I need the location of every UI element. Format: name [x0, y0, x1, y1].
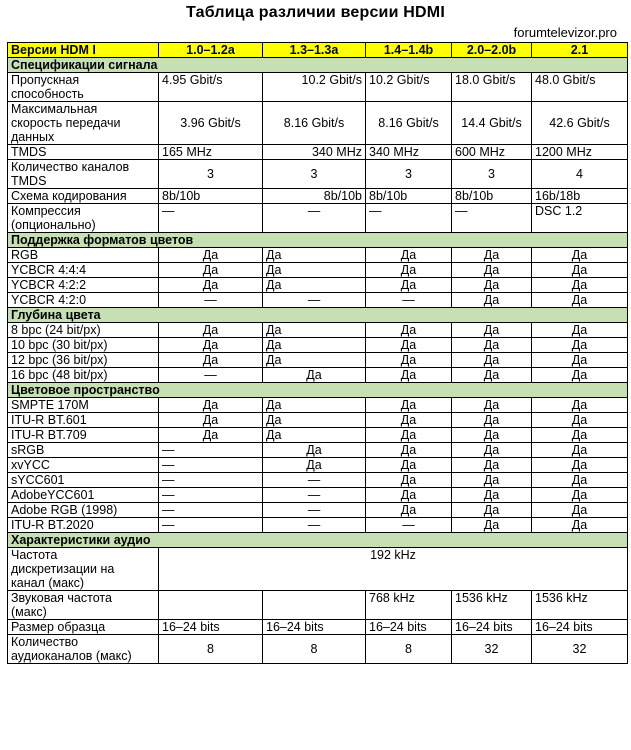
table-row	[8, 591, 628, 620]
value-cell: Да	[366, 458, 452, 473]
value-cell	[263, 591, 366, 620]
row-label	[8, 248, 159, 263]
value-cell: 1536 kHz	[452, 591, 532, 620]
row-label-line: дискретизации на	[11, 562, 115, 576]
value-cell: 32	[452, 635, 532, 664]
merged-value-cell: 192 kHz	[159, 548, 628, 591]
table-header-row	[8, 43, 628, 58]
value-cell: Да	[263, 458, 366, 473]
value-cell: Да	[452, 458, 532, 473]
value-cell: Да	[532, 473, 628, 488]
row-label	[8, 398, 159, 413]
value-cell: Да	[366, 443, 452, 458]
row-label-line: 12 bpc (36 bit/px)	[11, 353, 108, 367]
value-cell: Да	[532, 248, 628, 263]
value-cell: —	[159, 458, 263, 473]
value-cell: Да	[452, 518, 532, 533]
row-label-line: Звуковая частота	[11, 591, 112, 605]
value-cell: —	[263, 518, 366, 533]
row-label	[8, 323, 159, 338]
value-cell: Да	[532, 518, 628, 533]
value-cell: 48.0 Gbit/s	[532, 73, 628, 102]
value-cell: Да	[452, 488, 532, 503]
row-label	[8, 473, 159, 488]
version-header-cell: 2.1	[532, 43, 628, 58]
value-cell: —	[159, 488, 263, 503]
value-cell: —	[263, 503, 366, 518]
value-cell: Да	[532, 443, 628, 458]
row-label	[8, 189, 159, 204]
value-cell: Да	[159, 353, 263, 368]
section-heading: Глубина цвета	[8, 308, 628, 323]
value-cell: Да	[452, 503, 532, 518]
value-cell: 32	[532, 635, 628, 664]
table-row	[8, 548, 628, 591]
value-cell: Да	[366, 368, 452, 383]
value-cell: —	[159, 293, 263, 308]
row-label	[8, 338, 159, 353]
value-cell: 8.16 Gbit/s	[366, 102, 452, 145]
section-row	[8, 383, 628, 398]
value-cell: Да	[366, 428, 452, 443]
value-cell: —	[366, 204, 452, 233]
value-cell: —	[159, 473, 263, 488]
table-row	[8, 204, 628, 233]
value-cell: Да	[452, 278, 532, 293]
value-cell: Да	[532, 263, 628, 278]
value-cell: Да	[263, 338, 366, 353]
table-row	[8, 278, 628, 293]
value-cell: Да	[263, 278, 366, 293]
value-cell: Да	[263, 263, 366, 278]
table-row	[8, 189, 628, 204]
value-cell: 16–24 bits	[263, 620, 366, 635]
value-cell: 16–24 bits	[159, 620, 263, 635]
section-heading: Характеристики аудио	[8, 533, 628, 548]
value-cell: —	[366, 293, 452, 308]
table-row	[8, 102, 628, 145]
value-cell: Да	[452, 368, 532, 383]
row-label-line: RGB	[11, 248, 39, 262]
page-title: Таблица различии версии HDMI	[186, 4, 445, 21]
section-row	[8, 233, 628, 248]
value-cell: Да	[366, 263, 452, 278]
value-cell: Да	[366, 338, 452, 353]
row-label-line: sYCC601	[11, 473, 65, 487]
value-cell: Да	[532, 353, 628, 368]
row-label	[8, 458, 159, 473]
value-cell: 10.2 Gbit/s	[366, 73, 452, 102]
row-label-line: Компрессия	[11, 204, 81, 218]
row-label-line: AdobeYCC601	[11, 488, 95, 502]
row-label	[8, 591, 159, 620]
value-cell: 3.96 Gbit/s	[159, 102, 263, 145]
value-cell: DSC 1.2	[532, 204, 628, 233]
value-cell: Да	[366, 413, 452, 428]
table-row	[8, 473, 628, 488]
table-row	[8, 635, 628, 664]
row-label	[8, 102, 159, 145]
table-row	[8, 443, 628, 458]
table-row	[8, 248, 628, 263]
value-cell: Да	[263, 353, 366, 368]
value-cell: Да	[452, 473, 532, 488]
table-row	[8, 323, 628, 338]
value-cell: 8b/10b	[452, 189, 532, 204]
value-cell: Да	[452, 353, 532, 368]
version-header-cell: 1.3–1.3a	[263, 43, 366, 58]
value-cell: 8	[263, 635, 366, 664]
value-cell: Да	[532, 413, 628, 428]
section-row	[8, 308, 628, 323]
value-cell: Да	[263, 248, 366, 263]
value-cell: Да	[452, 248, 532, 263]
table-row	[8, 338, 628, 353]
row-label	[8, 413, 159, 428]
site-watermark: forumtelevizor.pro	[513, 25, 617, 40]
value-cell: Да	[159, 263, 263, 278]
value-cell: Да	[366, 278, 452, 293]
value-cell: Да	[263, 443, 366, 458]
table-row	[8, 73, 628, 102]
row-label	[8, 503, 159, 518]
value-cell: 16–24 bits	[452, 620, 532, 635]
row-label	[8, 548, 159, 591]
table-row	[8, 413, 628, 428]
value-cell: 768 kHz	[366, 591, 452, 620]
value-cell: Да	[159, 338, 263, 353]
version-header-cell: 1.0–1.2a	[159, 43, 263, 58]
section-row	[8, 58, 628, 73]
value-cell: Да	[159, 413, 263, 428]
table-row	[8, 458, 628, 473]
value-cell: —	[263, 473, 366, 488]
value-cell: Да	[366, 503, 452, 518]
row-label-line: TMDS	[11, 174, 47, 188]
value-cell: Да	[452, 323, 532, 338]
row-label	[8, 518, 159, 533]
value-cell: —	[159, 204, 263, 233]
value-cell: Да	[532, 293, 628, 308]
row-label-line: ITU-R BT.601	[11, 413, 87, 427]
section-heading: Спецификации сигнала	[8, 58, 628, 73]
value-cell: 42.6 Gbit/s	[532, 102, 628, 145]
value-cell: 8b/10b	[366, 189, 452, 204]
value-cell: 8	[159, 635, 263, 664]
value-cell: 340 MHz	[366, 145, 452, 160]
value-cell: Да	[159, 323, 263, 338]
version-header-cell: 1.4–1.4b	[366, 43, 452, 58]
row-label	[8, 204, 159, 233]
value-cell: 3	[263, 160, 366, 189]
value-cell: Да	[366, 473, 452, 488]
value-cell: Да	[532, 398, 628, 413]
table-row	[8, 160, 628, 189]
row-label	[8, 428, 159, 443]
row-label	[8, 278, 159, 293]
row-label-line: YCBCR 4:4:4	[11, 263, 87, 277]
value-cell: Да	[366, 398, 452, 413]
header-label-cell: Версии HDM I	[8, 43, 159, 58]
row-label-line: ITU-R BT.709	[11, 428, 87, 442]
value-cell: —	[263, 204, 366, 233]
value-cell: 3	[159, 160, 263, 189]
version-header-cell: 2.0–2.0b	[452, 43, 532, 58]
row-label-line: (макс)	[11, 605, 47, 619]
table-row	[8, 353, 628, 368]
row-label-line: YCBCR 4:2:2	[11, 278, 87, 292]
table-row	[8, 488, 628, 503]
value-cell: —	[159, 503, 263, 518]
row-label-line: Максимальная	[11, 102, 98, 116]
value-cell: —	[159, 368, 263, 383]
value-cell: —	[159, 518, 263, 533]
table-row	[8, 263, 628, 278]
table-row	[8, 398, 628, 413]
row-label-line: Размер образца	[11, 620, 106, 634]
value-cell: 1536 kHz	[532, 591, 628, 620]
value-cell: Да	[532, 428, 628, 443]
value-cell: Да	[532, 368, 628, 383]
row-label-line: sRGB	[11, 443, 45, 457]
value-cell: 4	[532, 160, 628, 189]
row-label-line: канал (макс)	[11, 576, 85, 590]
row-label	[8, 293, 159, 308]
row-label-line: 16 bpc (48 bit/px)	[11, 368, 108, 382]
value-cell: —	[159, 443, 263, 458]
value-cell: Да	[263, 413, 366, 428]
value-cell: Да	[532, 338, 628, 353]
value-cell: 4.95 Gbit/s	[159, 73, 263, 102]
row-label-line: Количество каналов	[11, 160, 130, 174]
value-cell: Да	[159, 248, 263, 263]
table-row	[8, 620, 628, 635]
value-cell: 3	[366, 160, 452, 189]
value-cell: —	[263, 293, 366, 308]
value-cell: Да	[159, 398, 263, 413]
value-cell: Да	[452, 398, 532, 413]
row-label-line: Пропускная	[11, 73, 80, 87]
row-label-line: Adobe RGB (1998)	[11, 503, 118, 517]
section-heading: Поддержка форматов цветов	[8, 233, 628, 248]
row-label-line: (опционально)	[11, 218, 96, 232]
value-cell: Да	[263, 368, 366, 383]
value-cell: Да	[366, 323, 452, 338]
value-cell: 16–24 bits	[366, 620, 452, 635]
row-label	[8, 368, 159, 383]
row-label-line: скорость передачи	[11, 116, 121, 130]
value-cell: 18.0 Gbit/s	[452, 73, 532, 102]
table-row	[8, 293, 628, 308]
row-label-line: YCBCR 4:2:0	[11, 293, 87, 307]
value-cell: Да	[532, 488, 628, 503]
row-label-line: данных	[11, 130, 55, 144]
section-heading: Цветовое пространство	[8, 383, 628, 398]
row-label-line: ITU-R BT.2020	[11, 518, 94, 532]
value-cell: 10.2 Gbit/s	[263, 73, 366, 102]
row-label-line: Схема кодирования	[11, 189, 127, 203]
row-label-line: SMPTE 170M	[11, 398, 89, 412]
section-row	[8, 533, 628, 548]
value-cell: Да	[263, 323, 366, 338]
value-cell: —	[366, 518, 452, 533]
value-cell: 165 MHz	[159, 145, 263, 160]
row-label-line: способность	[11, 87, 84, 101]
value-cell: Да	[159, 428, 263, 443]
row-label	[8, 635, 159, 664]
value-cell: 340 MHz	[263, 145, 366, 160]
value-cell: Да	[532, 278, 628, 293]
value-cell: 8b/10b	[263, 189, 366, 204]
value-cell	[159, 591, 263, 620]
value-cell: 8.16 Gbit/s	[263, 102, 366, 145]
value-cell: Да	[532, 323, 628, 338]
table-row	[8, 145, 628, 160]
row-label-line: 10 bpc (30 bit/px)	[11, 338, 108, 352]
row-label	[8, 620, 159, 635]
value-cell: Да	[366, 248, 452, 263]
row-label	[8, 488, 159, 503]
table-row	[8, 503, 628, 518]
row-label-line: Частота	[11, 548, 58, 562]
value-cell: Да	[366, 353, 452, 368]
value-cell: 3	[452, 160, 532, 189]
row-label	[8, 443, 159, 458]
row-label	[8, 160, 159, 189]
value-cell: —	[452, 204, 532, 233]
value-cell: 16b/18b	[532, 189, 628, 204]
row-label	[8, 73, 159, 102]
row-label-line: xvYCC	[11, 458, 50, 472]
value-cell: Да	[263, 428, 366, 443]
value-cell: Да	[532, 503, 628, 518]
value-cell: 8	[366, 635, 452, 664]
value-cell: 600 MHz	[452, 145, 532, 160]
value-cell: Да	[366, 488, 452, 503]
value-cell: —	[263, 488, 366, 503]
row-label-line: Количество	[11, 635, 79, 649]
value-cell: 1200 MHz	[532, 145, 628, 160]
row-label-line: аудиоканалов (макс)	[11, 649, 132, 663]
value-cell: Да	[452, 443, 532, 458]
table-row	[8, 368, 628, 383]
value-cell: 16–24 bits	[532, 620, 628, 635]
value-cell: Да	[532, 458, 628, 473]
value-cell: 14.4 Gbit/s	[452, 102, 532, 145]
table-row	[8, 518, 628, 533]
row-label	[8, 353, 159, 368]
row-label-line: 8 bpc (24 bit/px)	[11, 323, 101, 337]
value-cell: Да	[452, 293, 532, 308]
value-cell: Да	[452, 428, 532, 443]
hdmi-comparison-table	[7, 42, 628, 664]
row-label	[8, 263, 159, 278]
value-cell: Да	[452, 263, 532, 278]
value-cell: Да	[452, 338, 532, 353]
value-cell: Да	[452, 413, 532, 428]
table-row	[8, 428, 628, 443]
value-cell: Да	[263, 398, 366, 413]
value-cell: 8b/10b	[159, 189, 263, 204]
row-label	[8, 145, 159, 160]
value-cell: Да	[159, 278, 263, 293]
row-label-line: TMDS	[11, 145, 47, 159]
